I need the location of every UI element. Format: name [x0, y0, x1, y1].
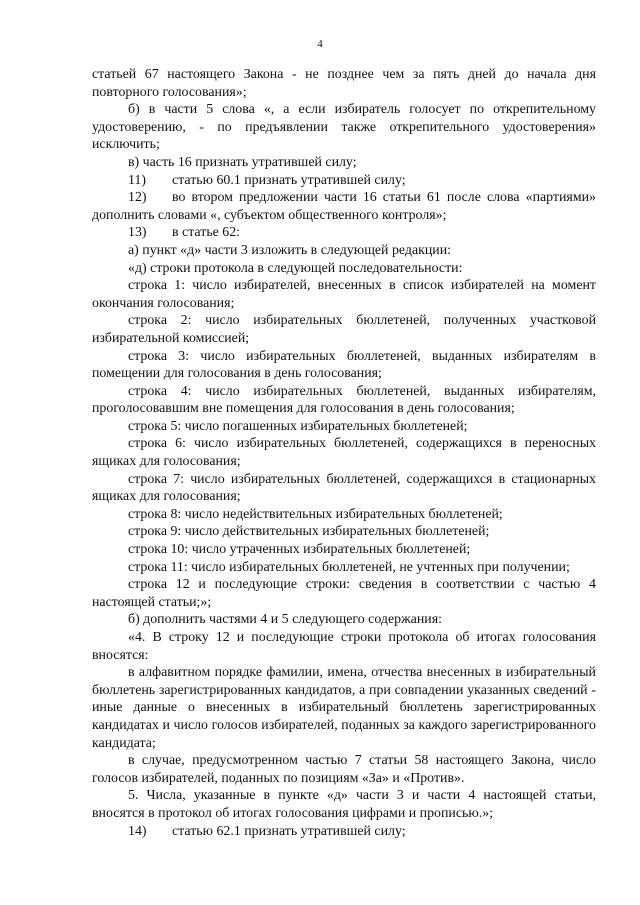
paragraph: статьей 67 настоящего Закона - не позднее чем за пять дней до начала дня повторного голосования»;	[92, 67, 596, 100]
paragraph: «4. В строку 12 и последующие строки протокола об итогах голосования вносятся:	[92, 630, 596, 663]
item-text: во втором предложении части 16 статьи 61 после слова «партиями» дополнить словами «, субъектом общественного контроля»;	[92, 190, 596, 223]
paragraph: в) часть 16 признать утратившей силу;	[128, 154, 357, 170]
page-number: 4	[317, 38, 323, 50]
paragraph: строка 12 и последующие строки: сведения в соответствии с частью 4 настоящей статьи;»;	[92, 577, 596, 610]
paragraph: строка 9: число действительных избирательных бюллетеней;	[128, 524, 490, 540]
item-text: в статье 62:	[172, 225, 241, 241]
paragraph: в случае, предусмотренном частью 7 статьи 58 настоящего Закона, число голосов избирателей, поданных по позициям «За» и «Против».	[92, 753, 596, 786]
item-number: 13)	[128, 225, 147, 241]
paragraph: «д) строки протокола в следующей последовательности:	[128, 260, 463, 276]
item-number: 14)	[128, 823, 147, 839]
item-number: 12)	[128, 190, 147, 206]
paragraph: строка 1: число избирателей, внесенных в список избирателей на момент окончания голосования;	[92, 278, 596, 311]
paragraph: 5. Числа, указанные в пункте «д» части 3 и части 4 настоящей статьи, вносятся в протокол об итогах голосования цифрами и прописью.»;	[92, 788, 596, 821]
paragraph: строка 2: число избирательных бюллетеней, полученных участковой избирательной комиссией;	[92, 313, 596, 346]
document-body	[92, 66, 596, 840]
numbered-item	[92, 189, 596, 224]
numbered-item	[92, 172, 596, 190]
paragraph: строка 11: число избирательных бюллетеней, не учтенных при получении;	[128, 559, 570, 575]
paragraph: строка 10: число утраченных избирательных бюллетеней;	[128, 542, 471, 558]
numbered-item	[92, 224, 596, 242]
paragraph: б) в части 5 слова «, а если избиратель голосует по открепительному удостоверению, - по предъявлении также открепительного удостоверения» исключить;	[92, 102, 596, 153]
paragraph: строка 5: число погашенных избирательных бюллетеней;	[128, 418, 468, 434]
paragraph: строка 4: число избирательных бюллетеней, выданных избирателям, проголосовавшим вне помещения для голосования в день голосования;	[92, 383, 596, 417]
item-text: статью 60.1 признать утратившей силу;	[172, 172, 406, 188]
paragraph: строка 8: число недействительных избирательных бюллетеней;	[128, 506, 503, 522]
paragraph: а) пункт «д» части 3 изложить в следующей редакции:	[128, 242, 452, 258]
paragraph: строка 7: число избирательных бюллетеней, содержащихся в стационарных ящиках для голосования;	[92, 471, 596, 505]
item-number: 11)	[128, 172, 147, 188]
paragraph: строка 6: число избирательных бюллетеней, содержащихся в переносных ящиках для голосования;	[92, 436, 596, 470]
paragraph: строка 3: число избирательных бюллетеней, выданных избирателям в помещении для голосования в день голосования;	[92, 348, 596, 382]
item-text: статью 62.1 признать утратившей силу;	[172, 823, 406, 839]
paragraph: б) дополнить частями 4 и 5 следующего содержания:	[128, 612, 442, 628]
numbered-item	[92, 823, 596, 841]
paragraph: в алфавитном порядке фамилии, имена, отчества внесенных в избирательный бюллетень зарегистрированных кандидатов, а при совпадении указанных сведений - иные данные о внесенных в избирательный бюллетень зарегистрированных кандидатах и число голосов избирателей, поданных за каждого зарегистрированного кандидата;	[92, 665, 596, 751]
